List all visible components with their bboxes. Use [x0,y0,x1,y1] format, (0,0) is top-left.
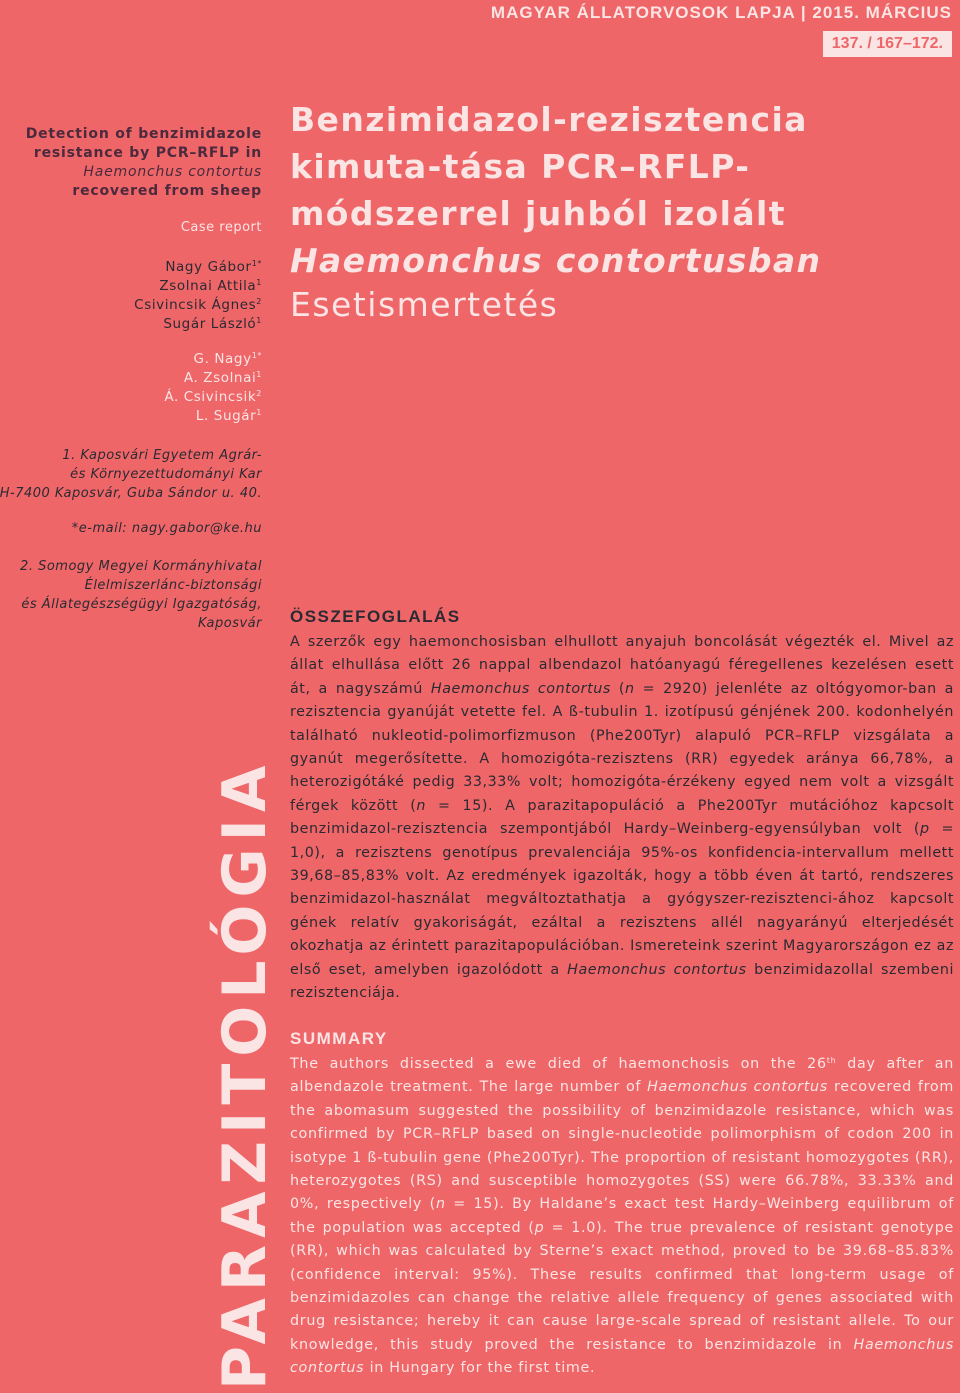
affiliation-line: Kaposvár [197,616,262,631]
hungarian-title [290,96,950,284]
abstract-body: A szerzők egy haemonchosisban elhullott anyajuh boncolását végezték el. Mivel az állat elhullása előtt 26 nappal albendazol hatóanyagú féregellenes kezelésen esett át, a nagyszámú Haemonchus contortus (n = 2920) jelenléte az oltógyomor-ban a rezisztencia gyanúját vetette fel. A ß-tubulin 1. izotípusú génjének 200. kodonhelyén található nukleotid-polimorfizmuson (Phe200Tyr) alapuló PCR–RFLP vizsgálata a gyanút megerősítette. A homozigóta-rezisztens (RR) egyedek aránya 66,78%, a heterozigótáké pedig 33,33% volt; homozigóta-érzékeny egyed nem volt a vizsgált férgek között (n = 15). A parazitapopuláció a Phe200Tyr mutációhoz kapcsolt benzimidazol-rezisztencia szempontjából Hardy–Weinberg-egyensúlyban volt (p = 1,0), a rezisztens genotípus prevalenciája 95%-os konfidencia-intervallum mellett 39,68–85,83% volt. Az eredmények igazolták, hogy a több éven át tartó, rendszeres benzimidazol-használat megváltoztathatja a gyógyszer-rezisztenci-ához kapcsolt gének relatív gyakoriságát, ezáltal a rezisztens allél nagyarányú elterjedését okozhatja az érintett parazitapopulációban. Ismereteink szerint Magyarországon ez az első eset, amelyben igazolódott a Haemonchus contortus benzimidazollal szembeni rezisztenciája. [290,634,954,1002]
author-name: A. Zsolnai$^1$ [183,370,262,386]
abstract-heading: ÖSSZEFOGLALÁS [290,607,461,626]
abstract-body: The authors dissected a ewe died of haemonchosis on the 26th day after an albendazole treatment. The large number of Haemonchus contortus recovered from the abomasum suggested the possibility of benzimidazole resistance, which was confirmed by PCR–RFLP based on single-nucleotide polimorphism of codon 200 in isotype 1 ß-tubulin gene (Phe200Tyr). The proportion of resistant homozygotes (RR), heterozygotes (RS) and susceptible homozygotes (SS) were 66.78%, 33.33% and 0%, respectively (n = 15). By Haldane’s exact test Hardy–Weinberg equilibrum of the population was accepted (p = 1.0). The true prevalence of resistant genotype (RR), which was calculated by Sterne’s exact method, proved to be 39.68–85.83% (confidence interval: 95%). These results confirmed that long-term usage of benzimidazoles can change the relative allele frequency of genes associated with drug resistance; hereby it can cause large-scale spread of resistant allele. To our knowledge, this study proved the resistance to benzimidazole in Haemonchus contortus in Hungary for the first time. [290,1056,954,1377]
affiliation-address: H-7400 Kaposvár, Guba Sándor u. 40. [0,486,262,501]
affiliation-line: Élelmiszerlánc-biztonsági [84,578,262,593]
author-name: Csivincsik Ágnes$^2$ [134,297,262,313]
author-name: Nagy Gábor$^{1*}$ [165,259,262,275]
english-title-text-end: recovered from sheep [72,183,262,199]
affiliation-line: 2. Somogy Megyei Kormányhivatal [20,559,262,574]
page-range-badge: 137. / 167–172. [823,31,952,57]
authors-hungarian [134,258,262,334]
corresponding-email[interactable]: *e-mail: nagy.gabor@ke.hu [71,521,262,536]
english-title-species: Haemonchus contortus [83,164,262,180]
abstract-heading: SUMMARY [290,1029,388,1048]
author-name: Á. Csivincsik$^2$ [164,389,262,405]
affiliation-2 [0,557,262,633]
case-report-label: Case report [180,220,262,235]
hungarian-title-species: Haemonchus contortusban [290,241,822,280]
author-name: L. Sugár$^1$ [195,408,262,424]
author-name: Sugár László$^1$ [163,316,262,332]
section-label-vertical: PARAZITOLÓGIA [210,758,280,1390]
journal-header [491,2,952,57]
author-name: Zsolnai Attila$^1$ [159,278,262,294]
hungarian-title-text: Benzimidazol-rezisztencia kimuta-tása PCR–RFLP-módszerrel juhból izolált [290,100,808,233]
english-title [0,125,262,201]
affiliation-1 [0,446,262,503]
affiliation-line: és Környezettudományi Kar [70,467,262,482]
english-title-text: Detection of benzimidazole resistance by PCR–RFLP in [25,126,262,161]
author-name: G. Nagy$^{1*}$ [193,351,262,367]
hungarian-subtitle: Esetismertetés [290,285,559,324]
journal-name: MAGYAR ÁLLATORVOSOK LAPJA | 2015. MÁRCIUS [490,3,952,22]
english-abstract [290,1029,954,1381]
authors-english [164,350,262,426]
hungarian-abstract [290,607,954,1006]
affiliation-line: 1. Kaposvári Egyetem Agrár- [62,448,262,463]
affiliation-line: és Állategészségügyi Igazgatóság, [21,597,262,612]
